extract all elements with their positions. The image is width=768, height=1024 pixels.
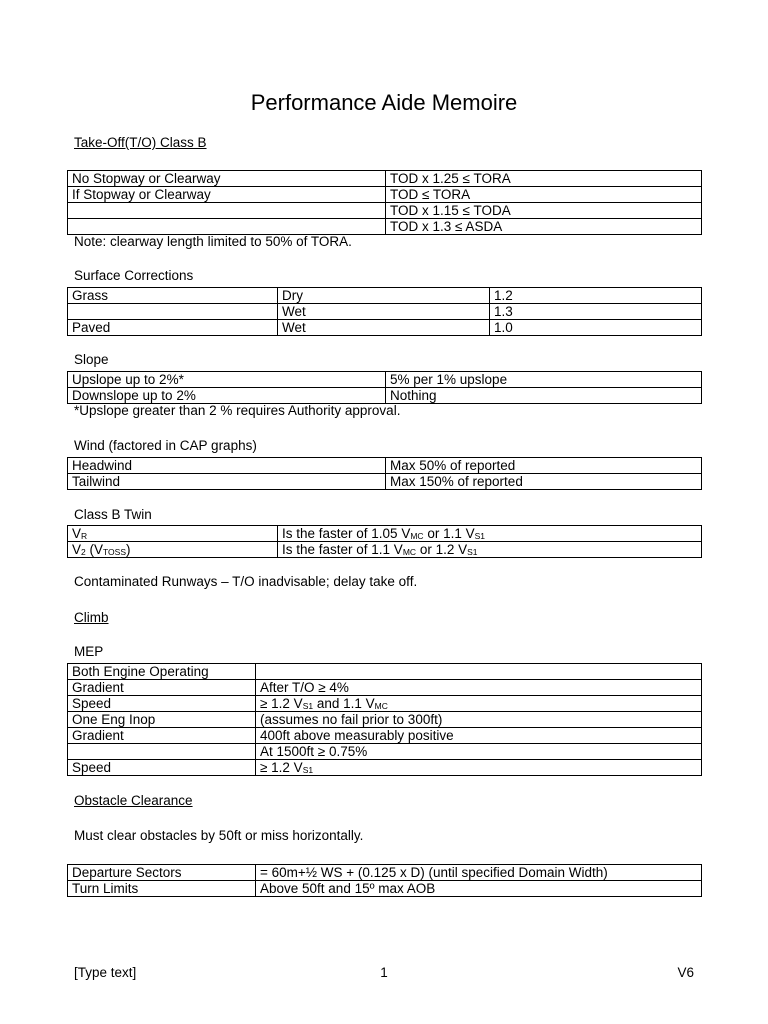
obstacle-heading: Obstacle Clearance [74, 793, 193, 808]
table-cell: If Stopway or Clearway [68, 187, 386, 203]
table-row [68, 372, 702, 388]
table-cell: Above 50ft and 15º max AOB [256, 881, 702, 897]
vr-desc-cell: Is the faster of 1.05 $V_{MC}$ or 1.1 $V_{S1}$ [278, 526, 702, 542]
mep-table [67, 663, 702, 776]
mep-heading: MEP [74, 644, 104, 659]
table-row [68, 474, 702, 490]
contaminated-note: Contaminated Runways – T/O inadvisable; delay take off. [74, 574, 418, 589]
obstacle-text: Must clear obstacles by 50ft or miss horizontally. [74, 828, 364, 843]
v2-cell: $V_2$ $(V_{TOSS})$ [68, 542, 278, 558]
table-row [68, 388, 702, 404]
table-row [68, 680, 702, 696]
surface-heading: Surface Corrections [74, 268, 194, 283]
surface-table [67, 287, 702, 336]
table-row [68, 542, 702, 558]
table-cell: Wet [278, 304, 490, 320]
table-row [68, 865, 702, 881]
vr-cell: $V_R$ [68, 526, 278, 542]
table-row [68, 458, 702, 474]
table-cell: Max 50% of reported [386, 458, 702, 474]
table-cell: Grass [68, 288, 278, 304]
table-cell: Max 150% of reported [386, 474, 702, 490]
table-cell: Headwind [68, 458, 386, 474]
table-cell: 1.2 [490, 288, 702, 304]
table-cell: Turn Limits [68, 881, 256, 897]
table-cell: Nothing [386, 388, 702, 404]
table-cell: Dry [278, 288, 490, 304]
table-cell: At 1500ft ≥ 0.75% [256, 744, 702, 760]
table-cell: Departure Sectors [68, 865, 256, 881]
table-cell: 1.3 [490, 304, 702, 320]
table-cell: After T/O ≥ 4% [256, 680, 702, 696]
table-cell [68, 744, 256, 760]
footer-page-number: 1 [380, 965, 388, 980]
table-row [68, 288, 702, 304]
table-cell: One Eng Inop [68, 712, 256, 728]
table-cell: TOD x 1.25 ≤ TORA [386, 171, 702, 187]
table-cell: 5% per 1% upslope [386, 372, 702, 388]
table-row [68, 203, 702, 219]
slope-heading: Slope [74, 352, 109, 367]
table-cell: TOD x 1.15 ≤ TODA [386, 203, 702, 219]
slope-note: *Upslope greater than 2 % requires Authority approval. [74, 403, 401, 418]
footer-left: [Type text] [74, 965, 137, 980]
table-row [68, 760, 702, 776]
table-cell: Tailwind [68, 474, 386, 490]
takeoff-heading: Take-Off(T/O) Class B [74, 135, 207, 150]
table-cell: Gradient [68, 680, 256, 696]
twin-heading: Class B Twin [74, 507, 152, 522]
footer-right: V6 [677, 965, 694, 980]
table-cell: = 60m+½ WS + (0.125 x D) (until specified Domain Width) [256, 865, 702, 881]
table-cell [68, 203, 386, 219]
table-cell [68, 304, 278, 320]
v2-desc-cell: Is the faster of 1.1 $V_{MC}$ or 1.2 $V_{S1}$ [278, 542, 702, 558]
wind-table [67, 457, 702, 490]
takeoff-table [67, 170, 702, 235]
table-row [68, 187, 702, 203]
climb-heading: Climb [74, 610, 109, 625]
table-cell: ≥ 1.2 $V_{S1}$ and 1.1 $V_{MC}$ [256, 696, 702, 712]
table-cell: Upslope up to 2%* [68, 372, 386, 388]
table-cell: TOD ≤ TORA [386, 187, 702, 203]
obstacle-table [67, 864, 702, 897]
wind-heading: Wind (factored in CAP graphs) [74, 438, 257, 453]
table-row [68, 728, 702, 744]
table-cell: (assumes no fail prior to 300ft) [256, 712, 702, 728]
table-row [68, 664, 702, 680]
table-row [68, 696, 702, 712]
table-row [68, 526, 702, 542]
table-cell: Speed [68, 760, 256, 776]
table-row [68, 712, 702, 728]
table-row [68, 320, 702, 336]
takeoff-note: Note: clearway length limited to 50% of TORA. [74, 234, 352, 249]
table-cell: Speed [68, 696, 256, 712]
table-cell: No Stopway or Clearway [68, 171, 386, 187]
table-cell: Wet [278, 320, 490, 336]
table-row [68, 219, 702, 235]
table-row [68, 881, 702, 897]
table-cell: Downslope up to 2% [68, 388, 386, 404]
table-cell: Gradient [68, 728, 256, 744]
table-cell: Both Engine Operating [68, 664, 256, 680]
table-cell: Paved [68, 320, 278, 336]
table-cell: 400ft above measurably positive [256, 728, 702, 744]
page-title: Performance Aide Memoire [250, 90, 518, 115]
table-row [68, 304, 702, 320]
twin-table [67, 525, 702, 558]
table-row [68, 744, 702, 760]
table-cell [68, 219, 386, 235]
table-cell: 1.0 [490, 320, 702, 336]
table-row [68, 171, 702, 187]
table-cell: ≥ 1.2 $V_{S1}$ [256, 760, 702, 776]
table-cell: TOD x 1.3 ≤ ASDA [386, 219, 702, 235]
table-cell [256, 664, 702, 680]
slope-table [67, 371, 702, 404]
